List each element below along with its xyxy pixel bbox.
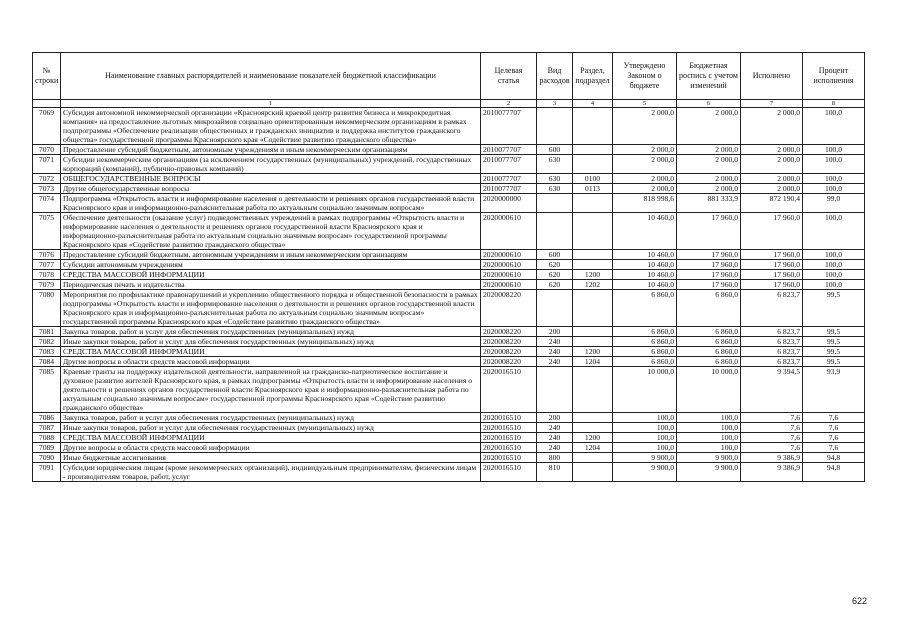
header-percent: Процент исполнения <box>803 53 865 100</box>
row-approved: 10 000,0 <box>613 367 677 413</box>
row-percent: 100,0 <box>803 250 865 260</box>
row-target: 2020008220 <box>481 327 537 337</box>
row-executed: 872 190,4 <box>741 194 803 213</box>
row-budget: 17 960,0 <box>677 270 741 280</box>
page-number: 622 <box>851 596 867 606</box>
row-approved: 100,0 <box>613 413 677 423</box>
row-exp-type: 630 <box>537 184 573 194</box>
row-approved: 10 460,0 <box>613 260 677 270</box>
column-number-row <box>33 100 865 108</box>
row-approved: 2 000,0 <box>613 145 677 155</box>
row-section: 1202 <box>573 280 613 290</box>
row-target: 2010077707 <box>481 174 537 184</box>
col-number: 6 <box>677 100 741 108</box>
row-exp-type <box>537 194 573 213</box>
row-exp-type: 630 <box>537 174 573 184</box>
row-name: Субсидии некоммерческим организациям (за исключением государственных (муниципальных) учреждений, государственных корпораций (компаний), публично-правовых компаний) <box>61 155 481 174</box>
row-target: 2020008220 <box>481 357 537 367</box>
header-approved: Утверждено Законом о бюджете <box>613 53 677 100</box>
row-budget: 100,0 <box>677 433 741 443</box>
table-header-row <box>33 53 865 100</box>
header-budget-list: Бюджетная роспись с учетом изменений <box>677 53 741 100</box>
row-exp-type: 200 <box>537 327 573 337</box>
row-name: СРЕДСТВА МАССОВОЙ ИНФОРМАЦИИ <box>61 433 481 443</box>
row-executed: 2 000,0 <box>741 108 803 145</box>
table-row <box>33 213 865 250</box>
budget-execution-table <box>32 52 865 482</box>
row-exp-type: 200 <box>537 413 573 423</box>
row-budget: 17 960,0 <box>677 280 741 290</box>
header-executed: Исполнено <box>741 53 803 100</box>
row-percent: 7,6 <box>803 423 865 433</box>
row-section <box>573 367 613 413</box>
row-number: 7078 <box>33 270 61 280</box>
row-executed: 7,6 <box>741 413 803 423</box>
row-number: 7070 <box>33 145 61 155</box>
row-percent: 99,0 <box>803 194 865 213</box>
row-name: Иные закупки товаров, работ и услуг для обеспечения государственных (муниципальных) нужд <box>61 423 481 433</box>
row-target: 2020000610 <box>481 250 537 260</box>
row-exp-type <box>537 108 573 145</box>
header-section: Раздел, подраздел <box>573 53 613 100</box>
row-number: 7069 <box>33 108 61 145</box>
row-name: ОБЩЕГОСУДАРСТВЕННЫЕ ВОПРОСЫ <box>61 174 481 184</box>
row-approved: 100,0 <box>613 423 677 433</box>
row-exp-type: 240 <box>537 337 573 347</box>
row-executed: 17 960,0 <box>741 250 803 260</box>
row-section <box>573 453 613 463</box>
row-number: 7091 <box>33 463 61 482</box>
row-exp-type: 620 <box>537 260 573 270</box>
row-section <box>573 155 613 174</box>
table-row <box>33 367 865 413</box>
col-number: 2 <box>481 100 537 108</box>
table-row <box>33 290 865 327</box>
table-row <box>33 327 865 337</box>
row-target: 2020000000 <box>481 194 537 213</box>
row-name: Иные бюджетные ассигнования <box>61 453 481 463</box>
row-exp-type <box>537 290 573 327</box>
row-approved: 818 998,6 <box>613 194 677 213</box>
row-target: 2020016510 <box>481 413 537 423</box>
row-exp-type: 240 <box>537 433 573 443</box>
row-section <box>573 413 613 423</box>
row-exp-type: 810 <box>537 463 573 482</box>
row-exp-type: 630 <box>537 155 573 174</box>
row-approved: 2 000,0 <box>613 155 677 174</box>
row-section <box>573 213 613 250</box>
row-target: 2010077707 <box>481 184 537 194</box>
row-number: 7085 <box>33 367 61 413</box>
row-executed: 2 000,0 <box>741 145 803 155</box>
row-name: Предоставление субсидий бюджетным, автономным учреждениям и иным некоммерческим организациям <box>61 250 481 260</box>
row-percent: 100,0 <box>803 270 865 280</box>
table-row <box>33 260 865 270</box>
row-section: 1204 <box>573 443 613 453</box>
row-target: 2010077707 <box>481 108 537 145</box>
row-section <box>573 145 613 155</box>
row-percent: 94,8 <box>803 453 865 463</box>
row-target: 2020000610 <box>481 213 537 250</box>
row-exp-type: 240 <box>537 347 573 357</box>
row-executed: 2 000,0 <box>741 184 803 194</box>
header-name: Наименование главных распорядителей и наименование показателей бюджетной классификации <box>61 53 481 100</box>
row-executed: 7,6 <box>741 433 803 443</box>
row-approved: 10 460,0 <box>613 270 677 280</box>
row-approved: 100,0 <box>613 443 677 453</box>
row-approved: 6 860,0 <box>613 290 677 327</box>
col-number: 5 <box>613 100 677 108</box>
row-percent: 100,0 <box>803 174 865 184</box>
row-name: Обеспечение деятельности (оказание услуг) подведомственных учреждений в рамках подпрограммы «Открытость власти и информирование населения о деятельности и решениях органов государственной власти Красноярского края и информационно-разъяснительная работа по актуальным социально значимым вопросам» государственной программы Красноярского края «Содействие развитию гражданского общества» <box>61 213 481 250</box>
row-target: 2020000610 <box>481 270 537 280</box>
row-exp-type: 600 <box>537 250 573 260</box>
table-row <box>33 443 865 453</box>
row-budget: 2 000,0 <box>677 108 741 145</box>
row-target: 2020000610 <box>481 280 537 290</box>
row-section <box>573 108 613 145</box>
row-name: СРЕДСТВА МАССОВОЙ ИНФОРМАЦИИ <box>61 347 481 357</box>
table-row <box>33 357 865 367</box>
row-target: 2020008220 <box>481 347 537 357</box>
row-exp-type <box>537 367 573 413</box>
row-name: Периодическая печать и издательства <box>61 280 481 290</box>
row-approved: 2 000,0 <box>613 184 677 194</box>
row-exp-type: 240 <box>537 423 573 433</box>
row-executed: 17 960,0 <box>741 270 803 280</box>
table-row <box>33 155 865 174</box>
row-budget: 6 860,0 <box>677 337 741 347</box>
table-row <box>33 270 865 280</box>
row-name: Другие вопросы в области средств массовой информации <box>61 443 481 453</box>
row-percent: 7,6 <box>803 433 865 443</box>
row-exp-type: 600 <box>537 145 573 155</box>
row-section <box>573 260 613 270</box>
row-section: 0100 <box>573 174 613 184</box>
row-section <box>573 423 613 433</box>
row-target: 2020016510 <box>481 443 537 453</box>
row-number: 7087 <box>33 423 61 433</box>
col-number: 3 <box>537 100 573 108</box>
header-target: Целевая статья <box>481 53 537 100</box>
row-approved: 100,0 <box>613 433 677 443</box>
row-budget: 2 000,0 <box>677 155 741 174</box>
header-exp-type: Вид расходов <box>537 53 573 100</box>
row-section <box>573 194 613 213</box>
row-executed: 17 960,0 <box>741 213 803 250</box>
row-number: 7088 <box>33 433 61 443</box>
row-name: Субсидии юридическим лицам (кроме некоммерческих организаций), индивидуальным предпринимателям, физическим лицам - производителям товаров, работ, услуг <box>61 463 481 482</box>
row-target: 2020008220 <box>481 290 537 327</box>
row-target: 2020008220 <box>481 337 537 347</box>
row-exp-type <box>537 213 573 250</box>
row-section: 1200 <box>573 270 613 280</box>
row-budget: 6 860,0 <box>677 357 741 367</box>
row-approved: 6 860,0 <box>613 337 677 347</box>
row-budget: 100,0 <box>677 443 741 453</box>
table-row <box>33 145 865 155</box>
row-percent: 100,0 <box>803 145 865 155</box>
row-executed: 6 823,7 <box>741 357 803 367</box>
row-name: Иные закупки товаров, работ и услуг для обеспечения государственных (муниципальных) нужд <box>61 337 481 347</box>
row-percent: 100,0 <box>803 280 865 290</box>
row-budget: 100,0 <box>677 423 741 433</box>
table-row <box>33 184 865 194</box>
row-exp-type: 240 <box>537 357 573 367</box>
row-section: 0113 <box>573 184 613 194</box>
row-name: Закупка товаров, работ и услуг для обеспечения государственных (муниципальных) нужд <box>61 413 481 423</box>
table-row <box>33 337 865 347</box>
row-executed: 2 000,0 <box>741 155 803 174</box>
row-number: 7082 <box>33 337 61 347</box>
row-name: Предоставление субсидий бюджетным, автономным учреждениям и иным некоммерческим организациям <box>61 145 481 155</box>
row-budget: 2 000,0 <box>677 184 741 194</box>
col-number: 8 <box>803 100 865 108</box>
table-row <box>33 463 865 482</box>
row-executed: 17 960,0 <box>741 260 803 270</box>
row-name: Подпрограмма «Открытость власти и информирование населения о деятельности и решениях органов государственной власти Красноярского края и информационно-разъяснительная работа по актуальным социально значимым вопросам» <box>61 194 481 213</box>
row-target: 2020016510 <box>481 463 537 482</box>
row-name: Закупка товаров, работ и услуг для обеспечения государственных (муниципальных) нужд <box>61 327 481 337</box>
row-percent: 7,6 <box>803 413 865 423</box>
row-budget: 2 000,0 <box>677 145 741 155</box>
header-row-no: № строки <box>33 53 61 100</box>
row-target: 2020016510 <box>481 453 537 463</box>
row-executed: 17 960,0 <box>741 280 803 290</box>
row-budget: 9 900,0 <box>677 463 741 482</box>
row-approved: 10 460,0 <box>613 213 677 250</box>
row-percent: 100,0 <box>803 260 865 270</box>
row-number: 7089 <box>33 443 61 453</box>
row-percent: 100,0 <box>803 155 865 174</box>
row-number: 7072 <box>33 174 61 184</box>
row-exp-type: 620 <box>537 280 573 290</box>
row-number: 7077 <box>33 260 61 270</box>
row-percent: 7,6 <box>803 443 865 453</box>
row-number: 7084 <box>33 357 61 367</box>
row-name: Другие вопросы в области средств массовой информации <box>61 357 481 367</box>
row-budget: 2 000,0 <box>677 174 741 184</box>
col-number: 1 <box>61 100 481 108</box>
table-row <box>33 413 865 423</box>
table-row <box>33 433 865 443</box>
row-budget: 6 860,0 <box>677 347 741 357</box>
table-row <box>33 174 865 184</box>
row-name: СРЕДСТВА МАССОВОЙ ИНФОРМАЦИИ <box>61 270 481 280</box>
row-target: 2020016510 <box>481 367 537 413</box>
row-section <box>573 290 613 327</box>
row-section <box>573 327 613 337</box>
row-executed: 7,6 <box>741 423 803 433</box>
row-name: Краевые гранты на поддержку издательской деятельности, направленной на гражданско-патриотическое воспитание и духовное развитие жителей Красноярского края, в рамках подпрограммы «Открытость власти и информирование населения о деятельности и решениях органов государственной власти Красноярского края и информационно-разъяснительная работа по актуальным социально значимым вопросам» государственной программы Красноярского края «Содействие развитию гражданского общества» <box>61 367 481 413</box>
row-executed: 2 000,0 <box>741 174 803 184</box>
row-number: 7073 <box>33 184 61 194</box>
row-section: 1204 <box>573 357 613 367</box>
row-executed: 9 394,5 <box>741 367 803 413</box>
row-number: 7083 <box>33 347 61 357</box>
row-name: Мероприятия по профилактике правонарушений и укреплению общественного порядка и общественной безопасности в рамках подпрограммы «Открытость власти и информирование населения о деятельности и решениях органов государственной власти Красноярского края и информационно-разъяснительная работа по актуальным социально значимым вопросам» государственной программы Красноярского края «Содействие развитию гражданского общества» <box>61 290 481 327</box>
row-number: 7075 <box>33 213 61 250</box>
row-percent: 100,0 <box>803 108 865 145</box>
row-exp-type: 800 <box>537 453 573 463</box>
row-number: 7080 <box>33 290 61 327</box>
row-approved: 10 460,0 <box>613 280 677 290</box>
row-budget: 17 960,0 <box>677 260 741 270</box>
row-section: 1200 <box>573 433 613 443</box>
row-executed: 6 823,7 <box>741 337 803 347</box>
row-approved: 6 860,0 <box>613 357 677 367</box>
table-row <box>33 250 865 260</box>
row-approved: 2 000,0 <box>613 108 677 145</box>
row-percent: 99,5 <box>803 337 865 347</box>
row-approved: 9 900,0 <box>613 453 677 463</box>
row-approved: 6 860,0 <box>613 327 677 337</box>
row-budget: 10 000,0 <box>677 367 741 413</box>
table-row <box>33 453 865 463</box>
row-number: 7090 <box>33 453 61 463</box>
table-row <box>33 347 865 357</box>
row-percent: 100,0 <box>803 184 865 194</box>
table-row <box>33 194 865 213</box>
row-approved: 10 460,0 <box>613 250 677 260</box>
row-executed: 6 823,7 <box>741 347 803 357</box>
row-section <box>573 463 613 482</box>
row-percent: 99,5 <box>803 347 865 357</box>
row-target: 2010077707 <box>481 145 537 155</box>
row-executed: 9 386,9 <box>741 463 803 482</box>
col-number: 7 <box>741 100 803 108</box>
row-executed: 6 823,7 <box>741 327 803 337</box>
row-budget: 17 960,0 <box>677 250 741 260</box>
table-row <box>33 108 865 145</box>
row-section <box>573 337 613 347</box>
row-approved: 2 000,0 <box>613 174 677 184</box>
row-target: 2010077707 <box>481 155 537 174</box>
row-approved: 6 860,0 <box>613 347 677 357</box>
row-number: 7079 <box>33 280 61 290</box>
row-executed: 9 386,9 <box>741 453 803 463</box>
row-exp-type: 240 <box>537 443 573 453</box>
col-number: 4 <box>573 100 613 108</box>
row-target: 2020016510 <box>481 433 537 443</box>
row-budget: 881 333,9 <box>677 194 741 213</box>
row-budget: 17 960,0 <box>677 213 741 250</box>
row-executed: 6 823,7 <box>741 290 803 327</box>
row-budget: 100,0 <box>677 413 741 423</box>
row-executed: 7,6 <box>741 443 803 453</box>
row-budget: 6 860,0 <box>677 327 741 337</box>
row-number: 7071 <box>33 155 61 174</box>
row-percent: 100,0 <box>803 213 865 250</box>
row-name: Другие общегосударственные вопросы <box>61 184 481 194</box>
row-budget: 9 900,0 <box>677 453 741 463</box>
row-name: Субсидия автономной некоммерческой организации «Красноярский краевой центр развития бизнеса и микрокредитная компания» на предоставление льготных микрозаймов социально ориентированным некоммерческим организациям в рамках подпрограммы «Обеспечение реализации общественных и гражданских инициатив и поддержка институтов гражданского общества» государственной программы Красноярского края «Содействие развитию гражданского общества» <box>61 108 481 145</box>
row-percent: 99,5 <box>803 357 865 367</box>
row-target: 2020016510 <box>481 423 537 433</box>
table-row <box>33 423 865 433</box>
row-number: 7086 <box>33 413 61 423</box>
row-percent: 93,9 <box>803 367 865 413</box>
row-name: Субсидии автономным учреждениям <box>61 260 481 270</box>
row-exp-type: 620 <box>537 270 573 280</box>
row-section: 1200 <box>573 347 613 357</box>
row-section <box>573 250 613 260</box>
row-number: 7081 <box>33 327 61 337</box>
row-percent: 99,5 <box>803 327 865 337</box>
row-target: 2020000610 <box>481 260 537 270</box>
row-budget: 6 860,0 <box>677 290 741 327</box>
row-number: 7076 <box>33 250 61 260</box>
row-percent: 99,5 <box>803 290 865 327</box>
col-number-empty <box>33 100 61 108</box>
row-number: 7074 <box>33 194 61 213</box>
table-row <box>33 280 865 290</box>
row-approved: 9 900,0 <box>613 463 677 482</box>
row-percent: 94,8 <box>803 463 865 482</box>
